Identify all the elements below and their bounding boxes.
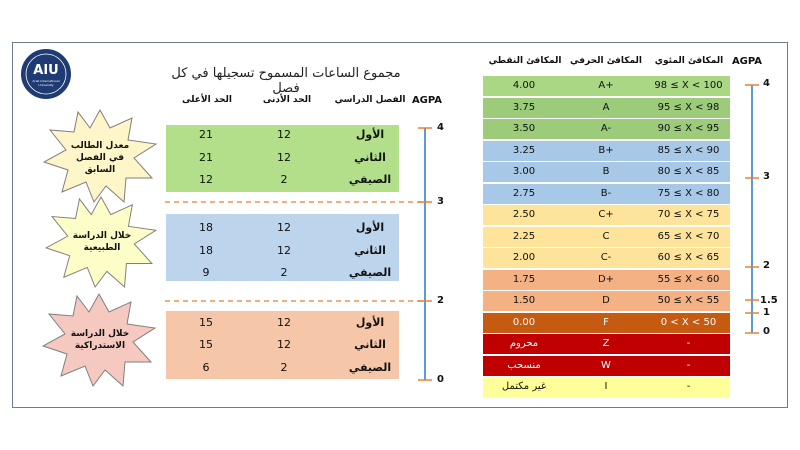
left-tick-label-0: 0 [437,374,444,385]
grade-letter: B [602,166,610,177]
star-label-2: خلال الدراسة الطبيعية [72,231,132,253]
grade-percent: 65 ≤ X < 70 [657,230,720,242]
grade-letter: D [602,295,610,306]
g1-row1-min: 12 [277,128,291,141]
grade-points: منسحب [507,359,541,371]
page-title: مجموع الساعات المسموح تسجيلها في كل فصل [171,66,401,96]
grade-letter: F [603,316,609,328]
grade-row [483,313,730,333]
grade-percent: 95 ≤ X < 98 [657,101,720,113]
grade-row [483,334,730,354]
right-tick-label-2: 2 [763,260,770,271]
g3-row3-semester: الصيفي [348,361,392,374]
grade-row [483,377,730,397]
grade-percent: - [686,338,691,349]
grade-letter: I [604,381,608,392]
g3-row2-semester: الثاني [354,338,386,351]
grade-row [483,356,730,376]
grade-points: 4.00 [512,80,536,91]
right-header-points: المكافئ النقطي [488,56,562,66]
g2-row2-max: 18 [199,244,213,257]
grade-row [483,248,730,268]
g2-row3-min: 2 [280,266,288,279]
grade-points: محروم [509,338,539,349]
grade-letter: B- [600,187,612,199]
grade-points: 2.00 [512,252,536,263]
grade-letter: C- [600,252,612,263]
g3-row3-min: 2 [280,361,288,374]
grade-row [483,270,730,290]
left-header-min: الحد الأدنى [262,95,312,105]
grade-row [483,227,730,247]
grade-letter: A+ [598,80,614,91]
g3-row1-semester: الأول [355,316,385,329]
grade-percent: - [686,359,691,371]
right-tick-label-1-5: 1.5 [760,295,778,306]
star-label-3: خلال الدراسة الاستدراكية [70,329,130,351]
g3-row2-min: 12 [277,338,291,351]
g3-row3-max: 6 [202,361,210,374]
grade-row [483,162,730,182]
grade-letter: C [602,230,610,242]
grade-row [483,76,730,96]
right-tick-label-1: 1 [763,307,770,318]
logo [18,46,74,102]
grade-letter: B+ [598,144,614,156]
left-tick-label-3: 3 [437,196,444,207]
g3-row1-min: 12 [277,316,291,329]
left-tick-label-2: 2 [437,295,444,306]
grade-letter: A- [600,123,612,134]
g2-row3-max: 9 [202,266,210,279]
grade-points: 0.00 [512,316,536,328]
grade-letter: Z [602,338,610,349]
grade-points: 2.75 [512,187,536,199]
g1-row1-semester: الأول [355,128,385,141]
grade-points: 3.00 [512,166,536,177]
left-header-semester: الفصل الدراسي [334,95,406,105]
g1-row2-min: 12 [277,151,291,164]
logo-text: AIU [33,63,59,78]
right-header-percent: المكافئ المئوي [654,56,724,66]
grade-percent: 98 ≤ X < 100 [654,80,723,91]
grade-percent: 60 ≤ X < 65 [657,252,720,263]
grade-points: 1.75 [512,273,536,285]
left-scale [160,120,460,390]
grade-percent: 75 ≤ X < 80 [657,187,720,199]
g1-row2-max: 21 [199,151,213,164]
grade-letter: C+ [598,209,614,220]
right-header-agpa: AGPA [731,56,763,67]
g2-row2-semester: الثاني [354,244,386,257]
g1-row3-min: 2 [280,173,288,186]
grade-row [483,184,730,204]
grade-percent: 70 ≤ X < 75 [657,209,720,220]
grade-points: 3.75 [512,101,536,113]
g2-row1-min: 12 [277,221,291,234]
logo-subtext: Arab International University [32,79,60,87]
g2-row3-semester: الصيفي [348,266,392,279]
grade-points: 2.50 [512,209,536,220]
grade-letter: A [602,101,610,113]
g1-row1-max: 21 [199,128,213,141]
grade-percent: 55 ≤ X < 60 [657,273,720,285]
grade-points: 3.25 [512,144,536,156]
g2-row1-semester: الأول [355,221,385,234]
grade-row [483,205,730,225]
grade-percent: 80 ≤ X < 85 [657,166,720,177]
grade-points: 2.25 [512,230,536,242]
grade-points: 3.50 [512,123,536,134]
right-tick-label-0: 0 [763,326,770,337]
g1-row3-max: 12 [199,173,213,186]
g3-row2-max: 15 [199,338,213,351]
right-tick-label-3: 3 [763,171,770,182]
right-tick-label-4: 4 [763,78,770,89]
grade-percent: - [686,381,691,392]
grade-row [483,141,730,161]
grade-percent: 50 ≤ X < 55 [657,295,720,306]
grade-row [483,98,730,118]
g1-row3-semester: الصيفي [348,173,392,186]
g1-row2-semester: الثاني [354,151,386,164]
left-tick-label-4: 4 [437,122,444,133]
right-header-letter: المكافئ الحرفي [570,56,642,66]
grade-points: غير مكتمل [501,381,547,392]
grade-points: 1.50 [512,295,536,306]
grade-letter: W [601,359,611,371]
grade-percent: 85 ≤ X < 90 [657,144,720,156]
grade-percent: 0 < X < 50 [660,316,717,328]
star-label-1: معدل الطالب في الفصل السابق [70,141,130,175]
g2-row2-min: 12 [277,244,291,257]
g3-row1-max: 15 [199,316,213,329]
grade-row [483,119,730,139]
grade-percent: 90 ≤ X < 95 [657,123,720,134]
left-header-max: الحد الأعلى [182,95,232,105]
left-header-agpa: AGPA [411,95,443,106]
grade-letter: D+ [597,273,615,285]
grade-row [483,291,730,311]
g2-row1-max: 18 [199,221,213,234]
